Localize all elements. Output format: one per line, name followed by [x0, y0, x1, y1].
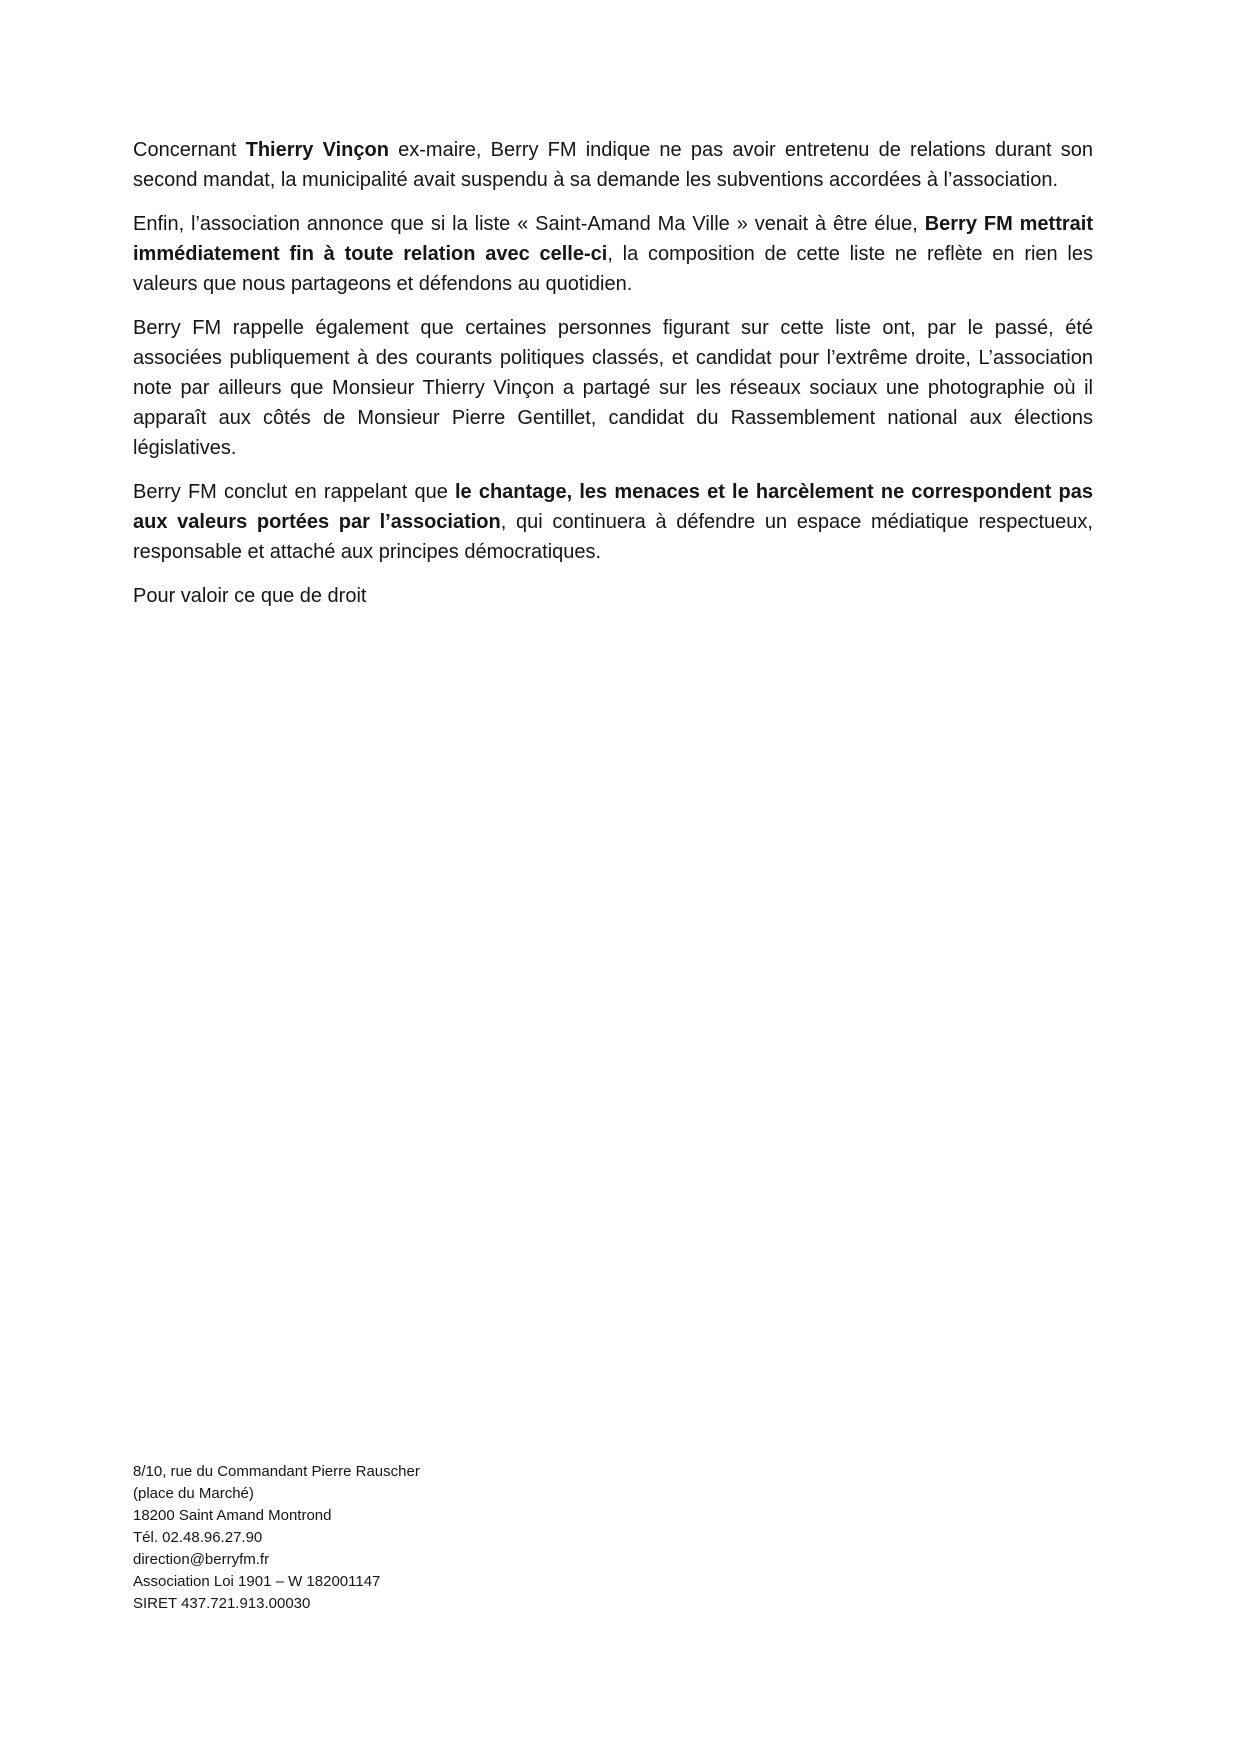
- text-run: ex-maire, Berry FM indique ne pas avoir entretenu de relations durant son second mandat, la municipalité avait suspendu à sa demande les subventions accordées à l’association.: [133, 139, 1093, 191]
- text-run: Berry FM rappelle également que certaines personnes figurant sur cette liste ont, par le passé, été associées publiquement à des courants politiques classés, et candidat pour l’extrême droite, L’association note par ailleurs que Monsieur Thierry Vinçon a partagé sur les réseaux sociaux une photographie où il apparaît aux côtés de Monsieur Pierre Gentillet, candidat du Rassemblement national aux élections législatives.: [133, 317, 1093, 459]
- text-run-bold: Thierry Vinçon: [245, 139, 389, 161]
- footer-address-line-2: (place du Marché): [133, 1485, 254, 1502]
- footer-block: [133, 1461, 420, 1615]
- text-run: Pour valoir ce que de droit: [133, 585, 367, 607]
- paragraph-thierry-vincon: [133, 135, 1093, 195]
- text-run-bold: le chantage, les menaces et le harcèlement ne correspondent pas aux valeurs portées par l’association: [133, 481, 1093, 533]
- footer-siret: SIRET 437.721.913.00030: [133, 1595, 311, 1612]
- footer-address-line-3: 18200 Saint Amand Montrond: [133, 1507, 332, 1524]
- text-run: Berry FM conclut en rappelant que: [133, 481, 455, 503]
- footer-address-line-1: 8/10, rue du Commandant Pierre Rauscher: [133, 1463, 420, 1480]
- closing-line: [133, 581, 1093, 611]
- footer-phone: Tél. 02.48.96.27.90: [133, 1529, 263, 1546]
- text-run: , la composition de cette liste ne reflète en rien les valeurs que nous partageons et défendons au quotidien.: [133, 243, 1093, 295]
- text-run-bold: Berry FM mettrait immédiatement fin à toute relation avec celle-ci: [133, 213, 1094, 265]
- paragraph-rappel-courants-politiques: [133, 313, 1093, 463]
- text-run: Concernant: [133, 139, 246, 161]
- text-run: , qui continuera à défendre un espace médiatique respectueux, responsable et attaché aux principes démocratiques.: [133, 511, 1093, 563]
- text-run: Enfin, l’association annonce que si la liste « Saint-Amand Ma Ville » venait à être élue,: [133, 213, 925, 235]
- paragraph-liste-saint-amand: [133, 209, 1093, 299]
- footer-email: direction@berryfm.fr: [133, 1551, 270, 1568]
- footer-association-registration: Association Loi 1901 – W 182001147: [133, 1573, 381, 1590]
- paragraph-conclusion: [133, 477, 1093, 567]
- document-body: [133, 135, 1093, 625]
